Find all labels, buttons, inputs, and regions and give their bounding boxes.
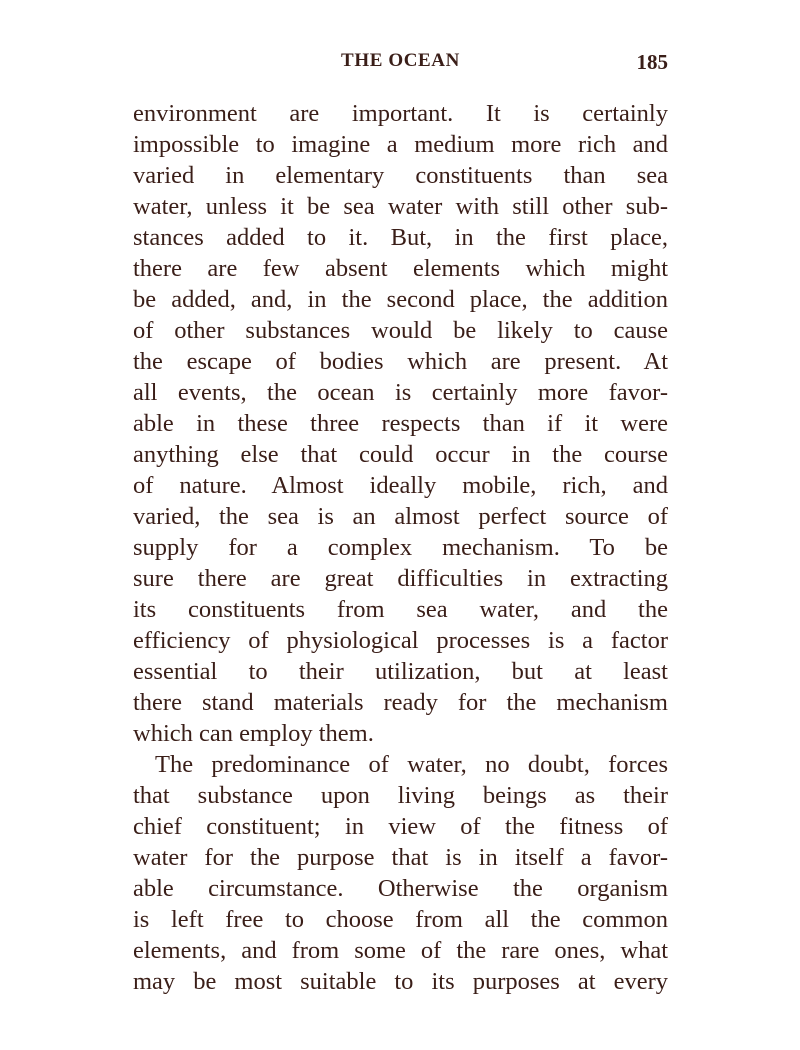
- text-line: varied in elementary constituents than sea: [133, 162, 668, 189]
- text-line: varied, the sea is an almost perfect source of: [133, 503, 668, 530]
- text-line: elements, and from some of the rare ones, what: [133, 937, 668, 964]
- text-line: water for the purpose that is in itself a favor-: [133, 844, 668, 871]
- text-line: of other substances would be likely to cause: [133, 317, 668, 344]
- text-line: which can employ them.: [133, 720, 374, 747]
- text-line: may be most suitable to its purposes at every: [133, 968, 668, 995]
- paragraph-2: [133, 749, 668, 997]
- text-line: anything else that could occur in the course: [133, 441, 668, 468]
- text-line: essential to their utilization, but at least: [133, 658, 668, 685]
- text-line: its constituents from sea water, and the: [133, 596, 668, 623]
- body-text: [133, 98, 668, 997]
- text-line: able circumstance. Otherwise the organism: [133, 875, 668, 902]
- text-line: supply for a complex mechanism. To be: [133, 534, 668, 561]
- text-line: the escape of bodies which are present. At: [133, 348, 668, 375]
- paragraph-1: [133, 98, 668, 749]
- running-head: [133, 50, 668, 80]
- text-line: that substance upon living beings as their: [133, 782, 668, 809]
- text-line: impossible to imagine a medium more rich and: [133, 131, 668, 158]
- text-line: is left free to choose from all the common: [133, 906, 668, 933]
- text-line: efficiency of physiological processes is a factor: [133, 627, 668, 654]
- text-line: all events, the ocean is certainly more favor-: [133, 379, 668, 406]
- page-number: 185: [636, 50, 668, 74]
- text-line: sure there are great difficulties in extracting: [133, 565, 668, 592]
- text-line: environment are important. It is certainly: [133, 100, 668, 127]
- text-line: be added, and, in the second place, the addition: [133, 286, 668, 313]
- text-line: The predominance of water, no doubt, forces: [155, 751, 668, 778]
- text-line: water, unless it be sea water with still other sub-: [133, 193, 668, 220]
- text-line: chief constituent; in view of the fitness of: [133, 813, 668, 840]
- text-line: there stand materials ready for the mechanism: [133, 689, 668, 716]
- text-line: able in these three respects than if it were: [133, 410, 668, 437]
- text-line: stances added to it. But, in the first place,: [133, 224, 668, 251]
- running-title: THE OCEAN: [341, 50, 460, 71]
- text-line: of nature. Almost ideally mobile, rich, and: [133, 472, 668, 499]
- text-line: there are few absent elements which might: [133, 255, 668, 282]
